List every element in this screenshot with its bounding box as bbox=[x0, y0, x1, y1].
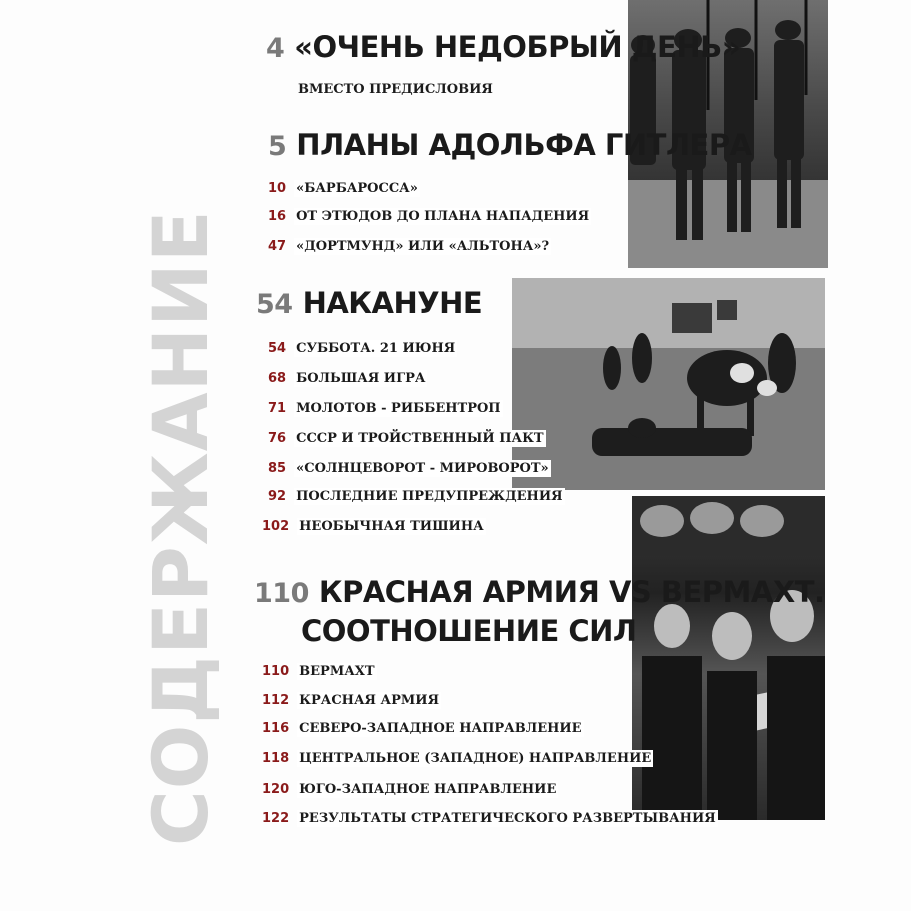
toc-entry-label: КРАСНАЯ АРМИЯ bbox=[299, 693, 440, 708]
toc-entry[interactable] bbox=[268, 432, 546, 445]
toc-entry-label: «ДОРТМУНД» ИЛИ «АЛЬТОНА»? bbox=[296, 239, 550, 254]
toc-entry[interactable] bbox=[268, 240, 551, 253]
toc-entry[interactable] bbox=[268, 402, 503, 415]
chapter-title: КРАСНАЯ АРМИЯ VS ВЕРМАХТ. bbox=[318, 575, 825, 609]
toc-entry-label: «БАРБАРОССА» bbox=[296, 181, 418, 196]
toc-entry-page: 102 bbox=[262, 519, 290, 534]
toc-entry[interactable] bbox=[262, 694, 441, 707]
chapter-heading[interactable] bbox=[256, 286, 483, 320]
toc-entry-page: 118 bbox=[262, 751, 290, 766]
toc-entry[interactable] bbox=[262, 752, 653, 765]
toc-entry[interactable] bbox=[262, 783, 558, 796]
toc-entry[interactable] bbox=[262, 520, 486, 533]
toc-entry[interactable] bbox=[262, 812, 718, 825]
chapter-number: 4 bbox=[266, 33, 285, 64]
toc-entry-page: 120 bbox=[262, 782, 290, 797]
toc-entry-label: ПОСЛЕДНИЕ ПРЕДУПРЕЖДЕНИЯ bbox=[296, 489, 563, 504]
toc-entry-label: СЕВЕРО-ЗАПАДНОЕ НАПРАВЛЕНИЕ bbox=[299, 721, 582, 736]
refugees-field-graphic bbox=[512, 278, 825, 490]
toc-entry-label: БОЛЬШАЯ ИГРА bbox=[296, 371, 426, 386]
toc-entry[interactable] bbox=[268, 372, 427, 385]
soldiers-reading-photo bbox=[632, 496, 825, 820]
toc-entry-page: 54 bbox=[268, 341, 287, 356]
toc-entry-page: 122 bbox=[262, 811, 290, 826]
toc-entry-page: 116 bbox=[262, 721, 290, 736]
toc-entry-label: ВЕРМАХТ bbox=[299, 664, 375, 679]
toc-entry[interactable] bbox=[268, 490, 565, 503]
chapter-number: 110 bbox=[254, 578, 309, 609]
toc-entry[interactable] bbox=[296, 83, 495, 96]
toc-entry-page: 85 bbox=[268, 461, 287, 476]
toc-entry-label: НЕОБЫЧНАЯ ТИШИНА bbox=[299, 519, 484, 534]
toc-entry[interactable] bbox=[268, 462, 551, 475]
toc-entry[interactable] bbox=[262, 665, 377, 678]
toc-entry-page: 92 bbox=[268, 489, 287, 504]
toc-entry-page: 76 bbox=[268, 431, 287, 446]
chapter-heading[interactable] bbox=[254, 575, 825, 609]
toc-entry[interactable] bbox=[268, 182, 420, 195]
toc-entry[interactable] bbox=[268, 210, 591, 223]
soldiers-reading-graphic bbox=[632, 496, 825, 820]
toc-entry-page: 71 bbox=[268, 401, 287, 416]
toc-entry-page: 110 bbox=[262, 664, 290, 679]
chapter-number: 5 bbox=[268, 131, 287, 162]
chapter-heading[interactable] bbox=[266, 30, 740, 64]
chapter-title: НАКАНУНЕ bbox=[302, 286, 483, 320]
toc-entry-label: МОЛОТОВ - РИББЕНТРОП bbox=[296, 401, 501, 416]
toc-entry-page: 10 bbox=[268, 181, 287, 196]
chapter-title: ПЛАНЫ АДОЛЬФА ГИТЛЕРА bbox=[296, 128, 752, 162]
toc-entry[interactable] bbox=[268, 342, 457, 355]
toc-entry-page: 16 bbox=[268, 209, 287, 224]
chapter-title-line2: СООТНОШЕНИЕ СИЛ bbox=[301, 614, 637, 648]
chapter-number: 54 bbox=[256, 289, 293, 320]
toc-entry-label: ВМЕСТО ПРЕДИСЛОВИЯ bbox=[298, 82, 493, 97]
chapter-title: «ОЧЕНЬ НЕДОБРЫЙ ДЕНЬ» bbox=[294, 30, 740, 64]
toc-entry-label: СУББОТА. 21 ИЮНЯ bbox=[296, 341, 456, 356]
toc-entry-label: СССР И ТРОЙСТВЕННЫЙ ПАКТ bbox=[296, 431, 544, 446]
contents-vertical-title: СОДЕРЖАНИЕ bbox=[136, 209, 225, 846]
toc-entry[interactable] bbox=[262, 722, 584, 735]
toc-entry-page: 47 bbox=[268, 239, 287, 254]
toc-entry-label: ОТ ЭТЮДОВ ДО ПЛАНА НАПАДЕНИЯ bbox=[296, 209, 590, 224]
toc-entry-page: 112 bbox=[262, 693, 290, 708]
toc-entry-page: 68 bbox=[268, 371, 287, 386]
toc-entry-label: РЕЗУЛЬТАТЫ СТРАТЕГИЧЕСКОГО РАЗВЕРТЫВАНИЯ bbox=[299, 811, 716, 826]
toc-entry-label: ЦЕНТРАЛЬНОЕ (ЗАПАДНОЕ) НАПРАВЛЕНИЕ bbox=[299, 751, 652, 766]
chapter-heading-line2[interactable] bbox=[301, 614, 637, 648]
refugees-field-photo bbox=[512, 278, 825, 490]
toc-entry-label: ЮГО-ЗАПАДНОЕ НАПРАВЛЕНИЕ bbox=[299, 782, 557, 797]
toc-entry-label: «СОЛНЦЕВОРОТ - МИРОВОРОТ» bbox=[296, 461, 549, 476]
chapter-heading[interactable] bbox=[268, 128, 752, 162]
